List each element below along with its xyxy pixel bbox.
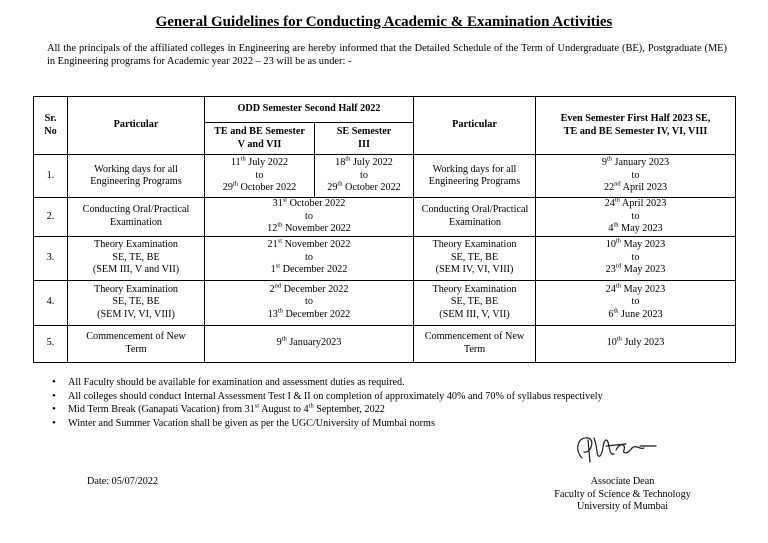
even-date-cell: 10th July 2023 xyxy=(536,325,736,362)
header-te-be: TE and BE Semester V and VII xyxy=(205,123,315,155)
particular-even-cell: Theory Examination SE, TE, BE (SEM IV, VI, VIII) xyxy=(414,236,536,280)
document-title: General Guidelines for Conducting Academic & Examination Activities xyxy=(155,14,613,30)
particular-cell: Commencement of New Term xyxy=(68,325,205,362)
particular-even-cell: Commencement of New Term xyxy=(414,325,536,362)
particular-even-cell: Working days for all Engineering Programs xyxy=(414,155,536,198)
schedule-table xyxy=(33,96,736,363)
handwritten-signature xyxy=(568,428,668,468)
signatory-university: University of Mumbai xyxy=(576,501,669,513)
odd-date-cell: 21st November 2022 to 1st December 2022 xyxy=(205,236,414,280)
guidelines-list xyxy=(52,376,603,430)
even-date-cell: 9th January 2023 to 22nd April 2023 xyxy=(536,155,736,198)
odd-date-cell: 9th January2023 xyxy=(205,325,414,362)
even-date-cell: 24th May 2023 to 6th June 2023 xyxy=(536,280,736,325)
sr-no-cell: 1. xyxy=(34,155,68,198)
signatory-block xyxy=(540,476,705,514)
document-date: Date: 05/07/2022 xyxy=(87,476,159,487)
list-item: • All Faculty should be available for examination and assessment duties as required. xyxy=(68,376,603,390)
header-even-semester: Even Semester First Half 2023 SE, TE and BE Semester IV, VI, VIII xyxy=(536,97,736,155)
header-particular: Particular xyxy=(68,97,205,155)
particular-even-cell: Conducting Oral/Practical Examination xyxy=(414,198,536,237)
sr-no-cell: 2. xyxy=(34,198,68,237)
particular-cell: Theory Examination SE, TE, BE (SEM III, V and VII) xyxy=(68,236,205,280)
list-item: • Winter and Summer Vacation shall be given as per the UGC/University of Mumbai norms xyxy=(68,417,603,431)
table-header-row xyxy=(34,97,736,123)
header-particular-even: Particular xyxy=(414,97,536,155)
odd-date-cell: 31st October 2022 to 12th November 2022 xyxy=(205,198,414,237)
signatory-faculty: Faculty of Science & Technology xyxy=(554,488,691,500)
table-row xyxy=(34,198,736,237)
sr-no-cell: 3. xyxy=(34,236,68,280)
even-date-cell: 24th April 2023 to 4th May 2023 xyxy=(536,198,736,237)
se-date-cell: 18th July 2022 to 29th October 2022 xyxy=(315,155,414,198)
particular-even-cell: Theory Examination SE, TE, BE (SEM III, V, VII) xyxy=(414,280,536,325)
sr-no-cell: 5. xyxy=(34,325,68,362)
table-row xyxy=(34,236,736,280)
signatory-designation: Associate Dean xyxy=(590,476,655,487)
header-se: SE Semester III xyxy=(315,123,414,155)
intro-paragraph: All the principals of the affiliated colleges in Engineering are hereby informed that the Detailed Schedule of the Term of Undergraduate (BE), Postgraduate (ME) in Engineering programs for Academic year 2022 – 23 will be as under: - xyxy=(47,43,727,67)
particular-cell: Theory Examination SE, TE, BE (SEM IV, VI, VIII) xyxy=(68,280,205,325)
even-date-cell: 10th May 2023 to 23rd May 2023 xyxy=(536,236,736,280)
table-row xyxy=(34,155,736,198)
odd-date-cell: 2nd December 2022 to 13th December 2022 xyxy=(205,280,414,325)
sr-no-cell: 4. xyxy=(34,280,68,325)
list-item: • Mid Term Break (Ganapati Vacation) from 31st August to 4th September, 2022 xyxy=(68,403,603,417)
particular-cell: Working days for all Engineering Programs xyxy=(68,155,205,198)
table-row xyxy=(34,280,736,325)
header-odd-semester: ODD Semester Second Half 2022 xyxy=(205,97,414,123)
header-sr-no: Sr. No xyxy=(34,97,68,155)
table-row xyxy=(34,325,736,362)
particular-cell: Conducting Oral/Practical Examination xyxy=(68,198,205,237)
list-item: • All colleges should conduct Internal Assessment Test I & II on completion of approximately 40% and 70% of syllabus respectively xyxy=(68,390,603,404)
te-be-date-cell: 11th July 2022 to 29th October 2022 xyxy=(205,155,315,198)
